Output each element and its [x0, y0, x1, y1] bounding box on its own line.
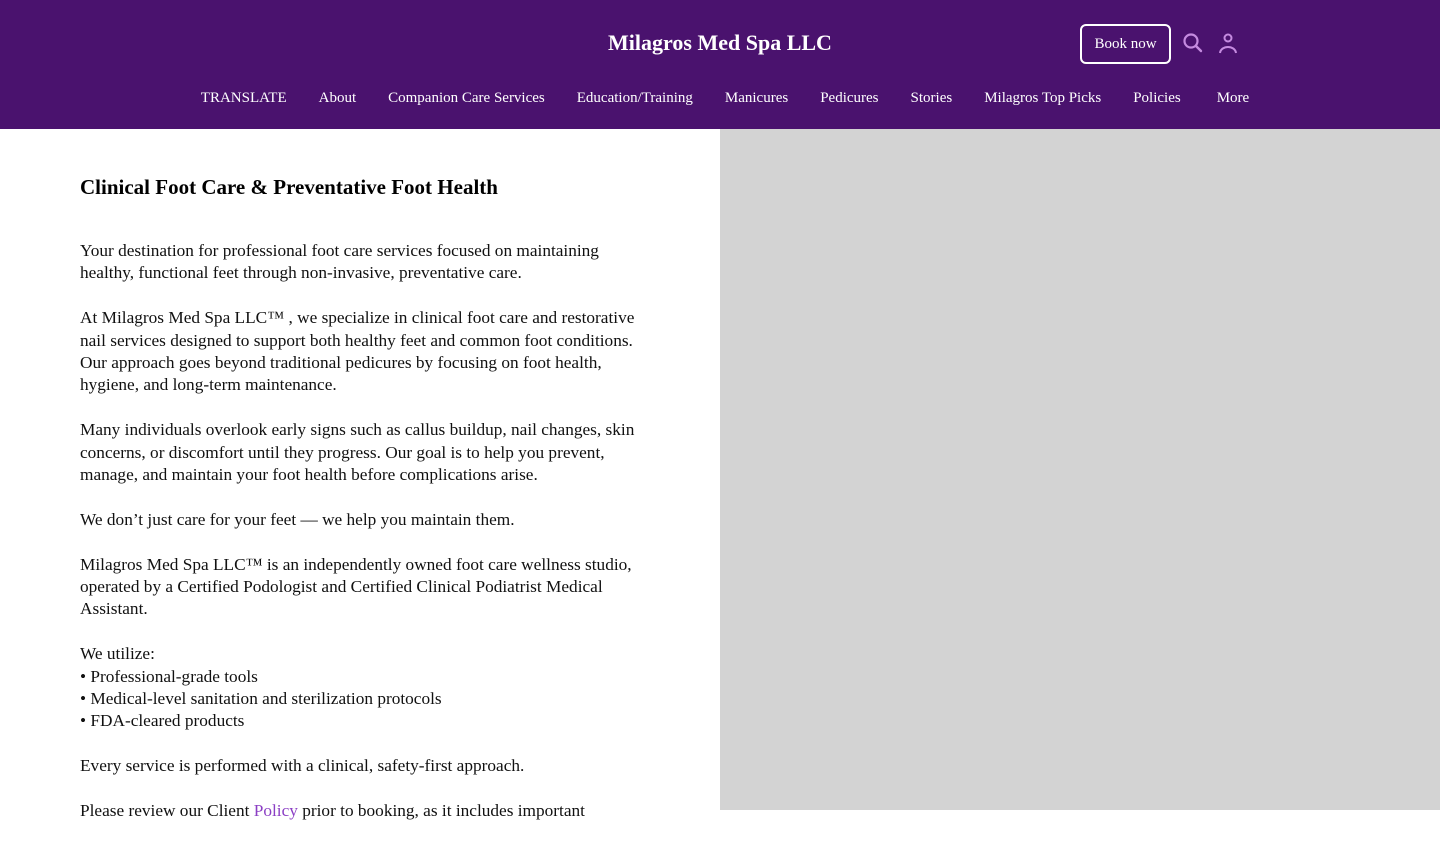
list-item: • Medical-level sanitation and sterilization protocols	[80, 689, 442, 709]
nav-top-picks[interactable]: Milagros Top Picks	[984, 90, 1102, 106]
nav-translate[interactable]: TRANSLATE	[200, 90, 287, 106]
site-title[interactable]: Milagros Med Spa LLC	[608, 30, 832, 55]
nav-stories[interactable]: Stories	[910, 90, 953, 106]
list-item: • FDA-cleared products	[80, 711, 245, 731]
site-header	[0, 0, 1440, 129]
nav-about[interactable]: About	[318, 90, 357, 106]
paragraph: Many individuals overlook early signs such as callus buildup, nail changes, skin concerns, or discomfort until they progress. Our goal is to help you prevent, manage, and maintain your foot health before complications arise.	[80, 420, 635, 485]
text: Please review our Client	[80, 801, 254, 821]
paragraph: Every service is performed with a clinical, safety-first approach.	[80, 756, 525, 776]
paragraph: Milagros Med Spa LLC™ is an independently owned foot care wellness studio, operated by a Certified Podologist and Certified Clinical Podiatrist Medical Assistant.	[80, 554, 632, 619]
nav-education[interactable]: Education/Training	[576, 90, 693, 106]
page-title: Clinical Foot Care & Preventative Foot Health	[80, 175, 498, 199]
paragraph: Your destination for professional foot care services focused on maintaining healthy, functional feet through non-invasive, preventative care.	[80, 241, 599, 283]
nav-companion-care[interactable]: Companion Care Services	[388, 90, 545, 106]
text: prior to booking, as it includes important	[297, 801, 585, 821]
paragraph: We don’t just care for your feet — we help you maintain them.	[80, 509, 515, 529]
nav-policies[interactable]: Policies	[1133, 90, 1181, 106]
nav-more[interactable]: More	[1216, 90, 1250, 106]
intro-text	[80, 240, 645, 845]
image-panel	[720, 129, 1440, 810]
nav-pedicures[interactable]: Pedicures	[820, 90, 879, 106]
main-nav	[0, 90, 1440, 107]
paragraph	[80, 800, 645, 822]
list-item: • Professional-grade tools	[80, 666, 258, 686]
utilize-list	[80, 643, 645, 733]
nav-manicures[interactable]: Manicures	[724, 90, 789, 106]
book-now-button[interactable]: Book now	[1080, 24, 1171, 64]
paragraph: At Milagros Med Spa LLC™ , we specialize in clinical foot care and restorative nail services designed to support both healthy feet and common foot conditions. Our approach goes beyond traditional pedicures by focusing on foot health, hygiene, and long-term maintenance.	[80, 308, 635, 395]
search-icon[interactable]	[1182, 32, 1204, 54]
policy-link[interactable]: Policy	[253, 801, 298, 821]
utilize-intro: We utilize:	[80, 644, 155, 664]
account-icon[interactable]	[1217, 32, 1239, 54]
